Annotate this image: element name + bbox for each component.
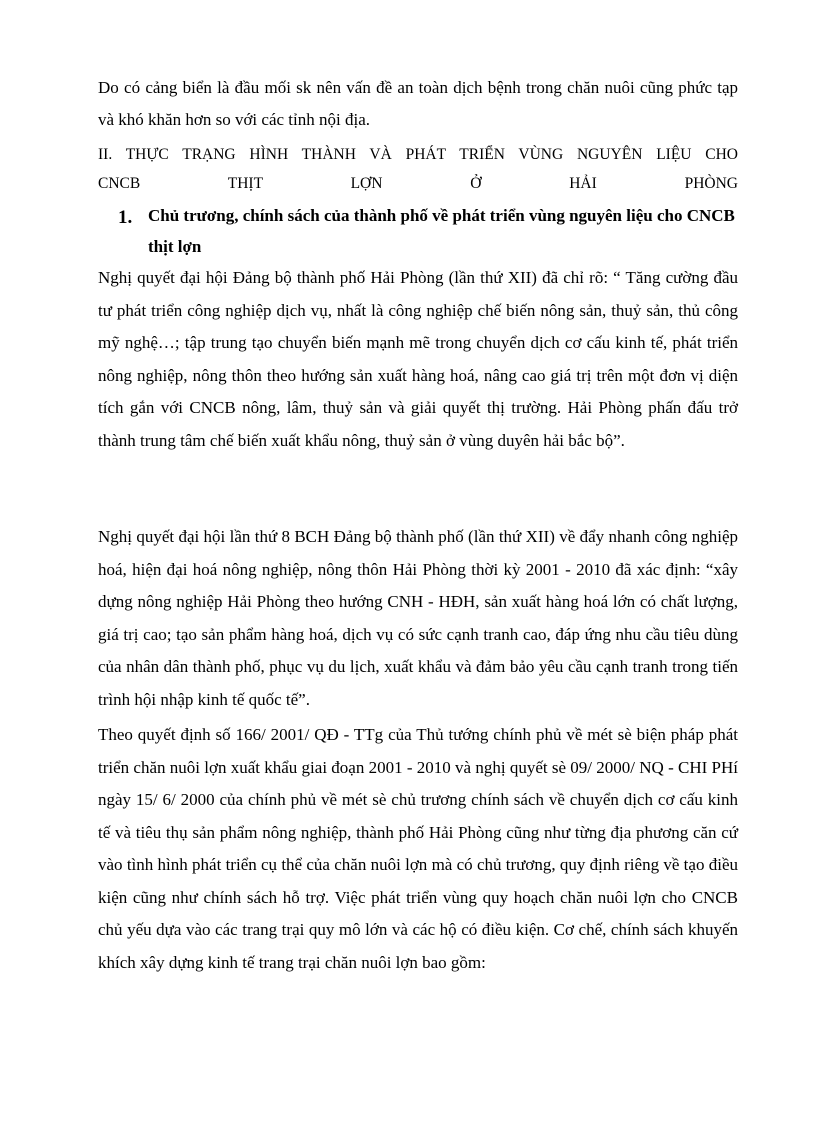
intro-paragraph: Do có cảng biển là đầu mối sk nên vấn đề an toàn dịch bệnh trong chăn nuôi cũng phức tạp và khó khăn hơn so với các tỉnh nội địa.: [98, 78, 738, 129]
paragraph-resolution-8: Nghị quyết đại hội lần thứ 8 BCH Đảng bộ thành phố (lần thứ XII) về đẩy nhanh công nghiệp hoá, hiện đại hoá nông nghiệp, nông thôn Hải Phòng thời kỳ 2001 - 2010 đã xác định: “xây dựng nông nghiệp Hải Phòng theo hướng CNH - HĐH, sản xuất hàng hoá lớn có chất lượng, giá trị cao; tạo sản phẩm hàng hoá, dịch vụ có sức cạnh tranh cao, đáp ứng nhu cầu tiêu dùng của nhân dân thành phố, phục vụ du lịch, xuất khẩu và đảm bảo yêu cầu cạnh tranh trong tiến trình hội nhập kinh tế quốc tế”.: [98, 527, 738, 709]
subsection-heading: [118, 200, 743, 262]
subsection-number: 1.: [118, 207, 133, 228]
section-heading-line-2: CNCB THỊT LỢN Ở HẢI PHÒNG: [98, 175, 738, 192]
paragraph-decision-166: Theo quyết định số 166/ 2001/ QĐ - TTg của Thủ tướng chính phủ về mét sè biện pháp phát triển chăn nuôi lợn xuất khẩu giai đoạn 2001 - 2010 và nghị quyết sè 09/ 2000/ NQ - CHI PHí ngày 15/ 6/ 2000 của chính phủ về mét sè chủ trương chính sách về chuyển dịch cơ cấu kinh tế và tiêu thụ sản phẩm nông nghiệp, thành phố Hải Phòng cũng như từng địa phương căn cứ vào tình hình phát triển cụ thể của chăn nuôi lợn mà có chủ trương, quy định riêng về tạo điều kiện cũng như chính sách hỗ trợ. Việc phát triển vùng quy hoạch chăn nuôi lợn cho CNCB chủ yếu dựa vào các trang trại quy mô lớn và các hộ có điều kiện. Cơ chế, chính sách khuyến khích xây dựng kinh tế trang trại chăn nuôi lợn bao gồm:: [98, 725, 738, 972]
section-heading-line-1: II. THỰC TRẠNG HÌNH THÀNH VÀ PHÁT TRIỂN VÙNG NGUYÊN LIỆU CHO: [98, 146, 738, 163]
subsection-title: Chủ trương, chính sách của thành phố về phát triển vùng nguyên liệu cho CNCB thịt lợn: [148, 206, 735, 256]
paragraph-resolution-xii: Nghị quyết đại hội Đảng bộ thành phố Hải Phòng (lần thứ XII) đã chỉ rõ: “ Tăng cường đầu tư phát triển công nghiệp dịch vụ, nhất là công nghiệp chế biến nông sản, thuỷ sản, thủ công mỹ nghệ…; tập trung tạo chuyển biến mạnh mẽ trong chuyển dịch cơ cấu kinh tế, phát triển nông nghiệp, nông thôn theo hướng sản xuất hàng hoá, nâng cao giá trị trên một đơn vị diện tích gắn với CNCB nông, lâm, thuỷ sản và giải quyết thị trường. Hải Phòng phấn đấu trở thành trung tâm chế biến xuất khẩu nông, thuỷ sản ở vùng duyên hải bắc bộ”.: [98, 268, 738, 450]
